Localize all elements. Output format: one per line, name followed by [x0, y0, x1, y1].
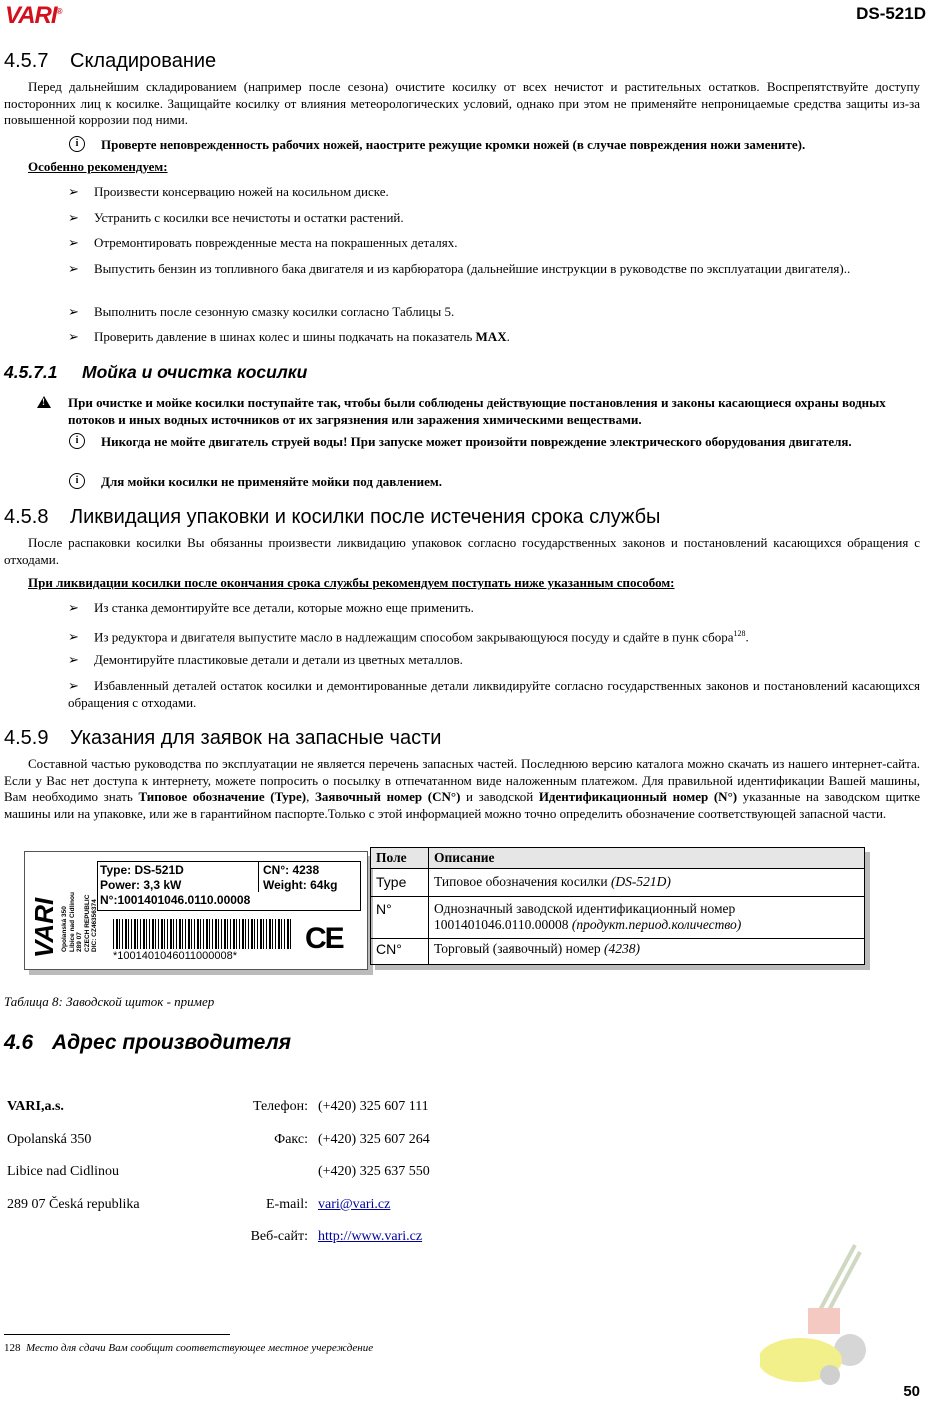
disposal-recommend: При ликвидации косилки после окончания срока службы рекомендуем поступать ниже указанным способом:: [28, 575, 675, 590]
column-header: Поле: [371, 848, 429, 869]
info-icon: i: [69, 136, 85, 152]
list-item: ➢ Отремонтировать поврежденные места на покрашенных деталях.: [68, 235, 458, 250]
info-icon: i: [69, 433, 85, 449]
list-item: ➢ Устранить с косилки все нечистоты и остатки растений.: [68, 210, 404, 225]
spec-table-wrapper: [370, 847, 865, 965]
table-row: N° Однозначный заводской идентификационный номер 1001401046.0110.00008 (продукт.период.количество): [371, 897, 865, 939]
contact-labels: Телефон: Факс: E-mail: Веб-сайт:: [250, 1099, 308, 1244]
plate-info-box: Type: DS-521D CN°: 4238 Power: 3,3 kW Weight: 64kg N°:1001401046.0110.00008: [97, 861, 361, 911]
column-header: Описание: [429, 848, 865, 869]
washing-warning: При очистке и мойке косилки поступайте так, чтобы были соблюдены действующие постановления и законы касающиеся охраны водных потоков и иных водных источников от их загрязнения или заражения химическими веществами.: [68, 395, 886, 427]
recommend-label: Особенно рекомендуем:: [28, 159, 168, 174]
list-item: ➢ Выполнить после сезонную смазку косилки согласно Таблицы 5.: [68, 304, 455, 319]
spec-table: [370, 847, 865, 965]
section-heading-spare-parts: 4.5.9 Указания для заявок на запасные части: [4, 727, 442, 749]
email-link[interactable]: vari@vari.cz: [318, 1196, 391, 1212]
washing-note: Никогда не мойте двигатель струей воды! При запуске может произойти повреждение электрического оборудования двигателя.: [101, 434, 852, 449]
table-row: Type Типовое обозначения косилки (DS-521D): [371, 869, 865, 897]
list-item: ➢ Произвести консервацию ножей на косильном диске.: [68, 184, 389, 199]
mower-watermark-image: [760, 1240, 870, 1400]
barcode: [113, 919, 293, 949]
ce-mark: CE: [305, 922, 343, 955]
footnote: 128 Место для сдачи Вам сообщит соответствующее местное учереждение: [4, 1342, 374, 1354]
section-heading-storage: 4.5.7 Складирование: [4, 50, 217, 72]
barcode-text: *1001401046011000008*: [113, 950, 237, 962]
plate-logo: VARI: [29, 897, 59, 958]
table-header-row: [371, 848, 865, 869]
pressure-note: Для мойки косилки не применяйте мойки под давлением.: [101, 474, 442, 489]
spare-parts-paragraph: Составной частью руководства по эксплуатации не является перечень запасных частей. Последнюю версию каталога можно скачать из нашего интернет-сайта. Если у Вас нет доступа к интернету, можете попросить о посылку в отпечатанном виде наложенным платежом. Для правильной идентификации Вашей машины, Вам необходимо знать Типовое обозначение (Type), Заявочный номер (CN°) и заводской Идентификационный номер (N°) указанные на заводском щитке машины или на упаковке, или же в гарантийном паспорте.Только с этой информацией можно точно определить обозначение соответствующей запасной части.: [4, 756, 921, 821]
list-item: ➢ Из станка демонтируйте все детали, которые можно еще применить.: [68, 600, 474, 615]
address-block: VARI,a.s. Opolanská 350 Libice nad Cidlinou 289 07 Česká republika: [7, 1099, 140, 1212]
nameplate-image: [24, 851, 368, 970]
list-item: ➢ Выпустить бензин из топливного бака двигателя и из карбюратора (дальнейшие инструкции в руководстве по эксплуатации двигателя)..: [68, 261, 851, 276]
table-row: CN° Торговый (заявочный) номер (4238): [371, 939, 865, 965]
section-heading-manufacturer: 4.6 Адрес производителя: [4, 1031, 292, 1054]
section-heading-disposal: 4.5.8 Ликвидация упаковки и косилки после истечения срока службы: [4, 506, 661, 528]
info-icon: i: [69, 473, 85, 489]
list-item: ➢ Избавленный деталей остаток косилки и демонтированные детали ликвидируйте согласно государственных законов и постановлений касающихся обращения с отходами.: [68, 678, 920, 710]
list-item: ➢ Из редуктора и двигателя выпустите масло в надлежащим способом закрывающуюся посуду и сдайте в пунк сбора$^{128}$.: [68, 629, 749, 645]
model-title: DS-521D: [856, 4, 926, 23]
storage-paragraph: Перед дальнейшим складированием (например после сезона) очистите косилку от всех нечистот и растительных остатков. Воспрепятствуйте доступу посторонних лиц к косилке. Защищайте косилку от влияния метеорологических условий, однако при этом не применяйте непроницаемые средства защиты из-за повышенной коррозии под ними.: [4, 79, 920, 127]
contact-values: (+420) 325 607 111 (+420) 325 607 264 (+420) 325 637 550 vari@vari.cz http://www.vari.cz: [318, 1099, 430, 1244]
storage-note: Проверте неповрежденность рабочих ножей, наострите режущие кромки ножей (в случае повреждения ножи замените).: [101, 137, 806, 152]
page-number: 50: [903, 1383, 920, 1400]
footnote-divider: [4, 1334, 230, 1335]
warning-icon: [37, 396, 51, 408]
list-item: ➢ Проверить давление в шинах колес и шины подкачать на показатель MAX.: [68, 329, 510, 344]
disposal-paragraph: После распаковки косилки Вы обязанны произвести ликвидацию упаковок согласно государственных законов и постановлений касающихся обращения с отходами.: [4, 535, 920, 567]
vari-logo: VARI®: [5, 2, 62, 29]
table-caption: Таблица 8: Заводской щиток - пример: [4, 994, 215, 1009]
website-link[interactable]: http://www.vari.cz: [318, 1229, 423, 1244]
plate-address: Opolanská 350 Libice nad Cidlinou 289 07 CZECH REPUBLIC DIC: CZ46356374: [61, 892, 98, 952]
section-heading-washing: 4.5.7.1 Мойка и очистка косилки: [4, 362, 308, 382]
list-item: ➢ Демонтируйте пластиковые детали и детали из цветных металлов.: [68, 652, 463, 667]
